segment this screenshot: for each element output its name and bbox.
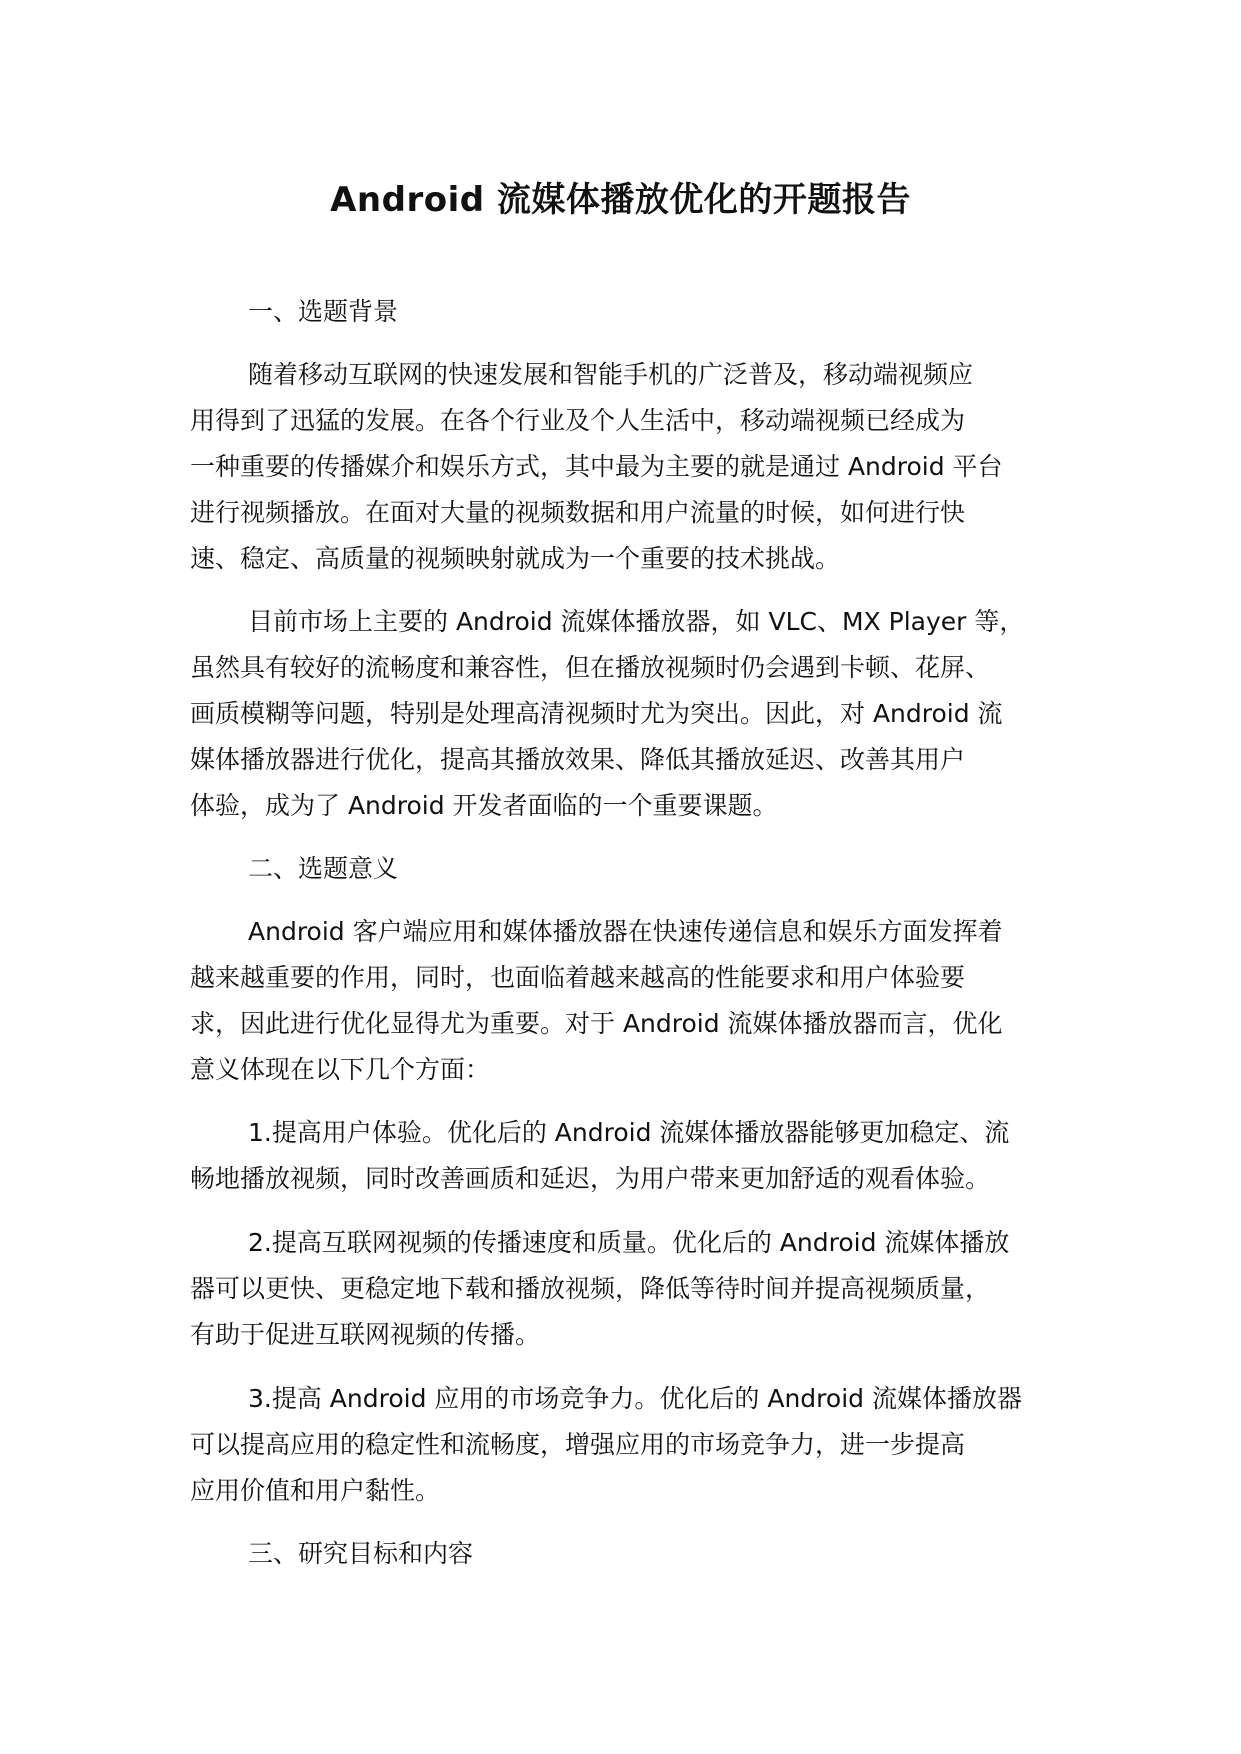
paragraph-line: 2.提高互联网视频的传播速度和质量。优化后的 Android 流媒体播放	[248, 1228, 1010, 1257]
paragraph-line: 随着移动互联网的快速发展和智能手机的广泛普及，移动端视频应	[248, 360, 974, 389]
paragraph-line: 越来越重要的作用，同时，也面临着越来越高的性能要求和用户体验要	[190, 963, 966, 992]
paragraph-line: 速、稳定、高质量的视频映射就成为一个重要的技术挑战。	[190, 544, 841, 573]
paragraph-line: 一种重要的传播媒介和娱乐方式，其中最为主要的就是通过 Android 平台	[190, 452, 1003, 481]
paragraph-line: Android 客户端应用和媒体播放器在快速传递信息和娱乐方面发挥着	[248, 917, 1003, 946]
section-heading-3: 三、研究目标和内容	[248, 1539, 474, 1568]
document-title: Android 流媒体播放优化的开题报告	[330, 180, 911, 220]
paragraph-line: 求，因此进行优化显得尤为重要。对于 Android 流媒体播放器而言，优化	[190, 1009, 1003, 1038]
section-heading-1: 一、选题背景	[248, 297, 399, 326]
paragraph-line: 1.提高用户体验。优化后的 Android 流媒体播放器能够更加稳定、流	[248, 1118, 1010, 1147]
paragraph-line: 目前市场上主要的 Android 流媒体播放器，如 VLC、MX Player 等，	[248, 607, 1025, 636]
paragraph-line: 用得到了迅猛的发展。在各个行业及个人生活中，移动端视频已经成为	[190, 406, 966, 435]
paragraph-line: 画质模糊等问题，特别是处理高清视频时尤为突出。因此，对 Android 流	[190, 699, 1003, 728]
paragraph-line: 器可以更快、更稳定地下载和播放视频，降低等待时间并提高视频质量，	[190, 1274, 991, 1303]
paragraph-line: 可以提高应用的稳定性和流畅度，增强应用的市场竞争力，进一步提高	[190, 1430, 966, 1459]
paragraph-line: 应用价值和用户黏性。	[190, 1476, 441, 1505]
paragraph-line: 有助于促进互联网视频的传播。	[190, 1320, 541, 1349]
paragraph-line: 意义体现在以下几个方面：	[190, 1055, 491, 1084]
paragraph-line: 畅地播放视频，同时改善画质和延迟，为用户带来更加舒适的观看体验。	[190, 1164, 991, 1193]
paragraph-line: 进行视频播放。在面对大量的视频数据和用户流量的时候，如何进行快	[190, 498, 966, 527]
paragraph-line: 虽然具有较好的流畅度和兼容性，但在播放视频时仍会遇到卡顿、花屏、	[190, 653, 991, 682]
paragraph-line: 3.提高 Android 应用的市场竞争力。优化后的 Android 流媒体播放器	[248, 1384, 1022, 1413]
paragraph-line: 媒体播放器进行优化，提高其播放效果、降低其播放延迟、改善其用户	[190, 745, 966, 774]
section-heading-2: 二、选题意义	[248, 854, 399, 883]
paragraph-line: 体验，成为了 Android 开发者面临的一个重要课题。	[190, 791, 778, 820]
